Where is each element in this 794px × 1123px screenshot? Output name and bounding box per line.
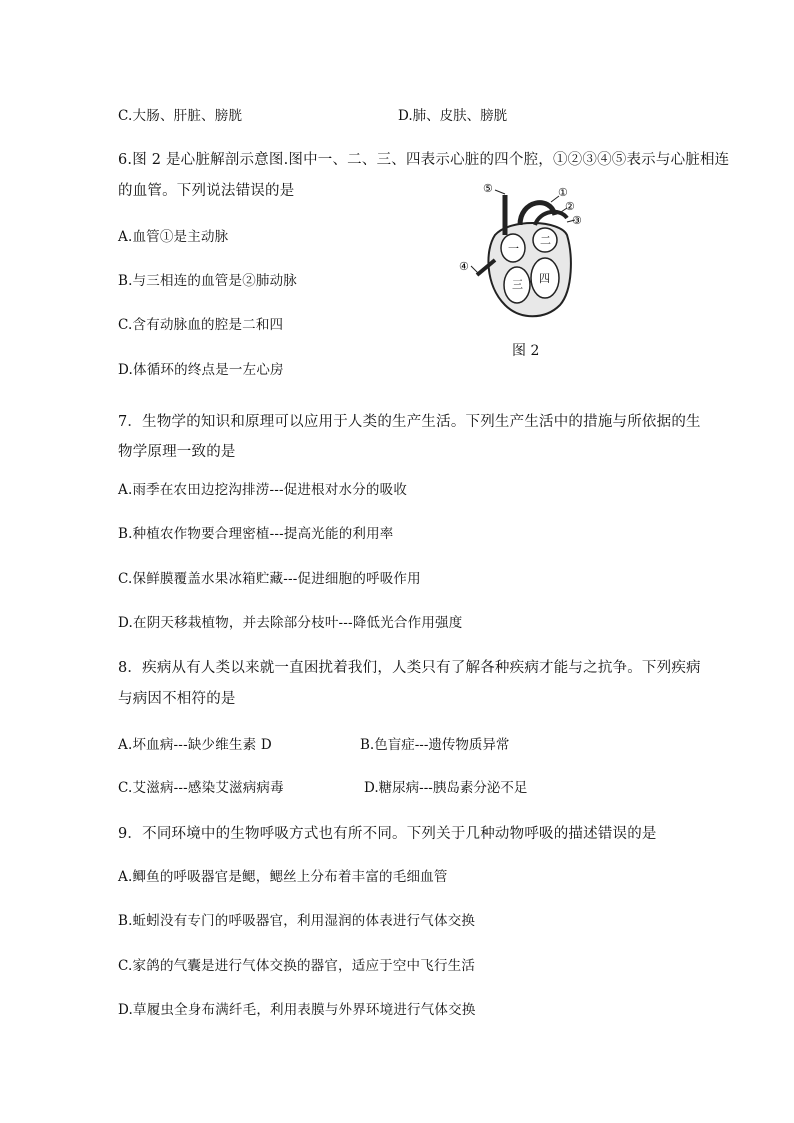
q7-option-b: B.种植农作物要合理密植---提高光能的利用率 [118, 526, 394, 542]
q7-option-a: A.雨季在农田边挖沟排涝---促进根对水分的吸收 [118, 482, 408, 498]
pointer-4 [471, 266, 479, 274]
q7-stem-line2: 物学原理一致的是 [118, 444, 236, 460]
chamber-label-four: 四 [539, 272, 550, 285]
q7-stem-line1: 7．生物学的知识和原理可以应用于人类的生产生活。下列生产生活中的措施与所依据的生 [118, 414, 701, 430]
figure-caption: 图 2 [512, 343, 540, 359]
vessel-label-4: ④ [459, 260, 469, 273]
q8-option-d: D.糖尿病---胰岛素分泌不足 [364, 780, 528, 796]
q6-stem-line1: 6.图 2 是心脏解剖示意图.图中一、二、三、四表示心脏的四个腔，①②③④⑤表示与心脏相连 [118, 152, 730, 168]
q5-option-c: C.大肠、肝脏、膀胱 [118, 108, 243, 124]
q7-option-c: C.保鲜膜覆盖水果冰箱贮藏---促进细胞的呼吸作用 [118, 571, 421, 587]
vessel-label-5: ⑤ [483, 182, 493, 195]
chamber-label-two: 二 [540, 234, 551, 247]
q9-stem-line1: 9．不同环境中的生物呼吸方式也有所不同。下列关于几种动物呼吸的描述错误的是 [118, 826, 657, 842]
pointer-5 [495, 190, 505, 194]
q6-option-d: D.体循环的终点是一左心房 [118, 362, 284, 378]
q8-stem-line1: 8．疾病从有人类以来就一直困扰着我们，人类只有了解各种疾病才能与之抗争。下列疾病 [118, 660, 701, 676]
q9-option-b: B.蚯蚓没有专门的呼吸器官，利用湿润的体表进行气体交换 [118, 913, 476, 929]
q7-option-d: D.在阴天移栽植物，并去除部分枝叶---降低光合作用强度 [118, 615, 463, 631]
heart-diagram-figure [455, 180, 595, 330]
q8-option-b: B.色盲症---遗传物质异常 [360, 737, 510, 753]
q5-option-d: D.肺、皮肤、膀胱 [398, 108, 508, 124]
chamber-label-three: 三 [512, 278, 523, 291]
q6-option-b: B.与三相连的血管是②肺动脉 [118, 273, 298, 289]
q8-option-a: A.坏血病---缺少维生素 D [118, 737, 272, 753]
chamber-label-one: 一 [508, 242, 519, 255]
q6-option-c: C.含有动脉血的腔是二和四 [118, 317, 284, 333]
vessel-label-1: ① [558, 186, 568, 199]
q8-option-c: C.艾滋病---感染艾滋病病毒 [118, 780, 284, 796]
q6-option-a: A.血管①是主动脉 [118, 229, 229, 245]
q8-stem-line2: 与病因不相符的是 [118, 691, 236, 707]
vessel-label-2: ② [565, 200, 575, 213]
q9-option-c: C.家鸽的气囊是进行气体交换的器官，适应于空中飞行生活 [118, 958, 476, 974]
vessel-label-3: ③ [572, 214, 582, 227]
q9-option-a: A.鲫鱼的呼吸器官是鳃，鳃丝上分布着丰富的毛细血管 [118, 869, 448, 885]
q9-option-d: D.草履虫全身布满纤毛，利用表膜与外界环境进行气体交换 [118, 1002, 476, 1018]
q6-stem-line2: 的血管。下列说法错误的是 [118, 183, 295, 199]
